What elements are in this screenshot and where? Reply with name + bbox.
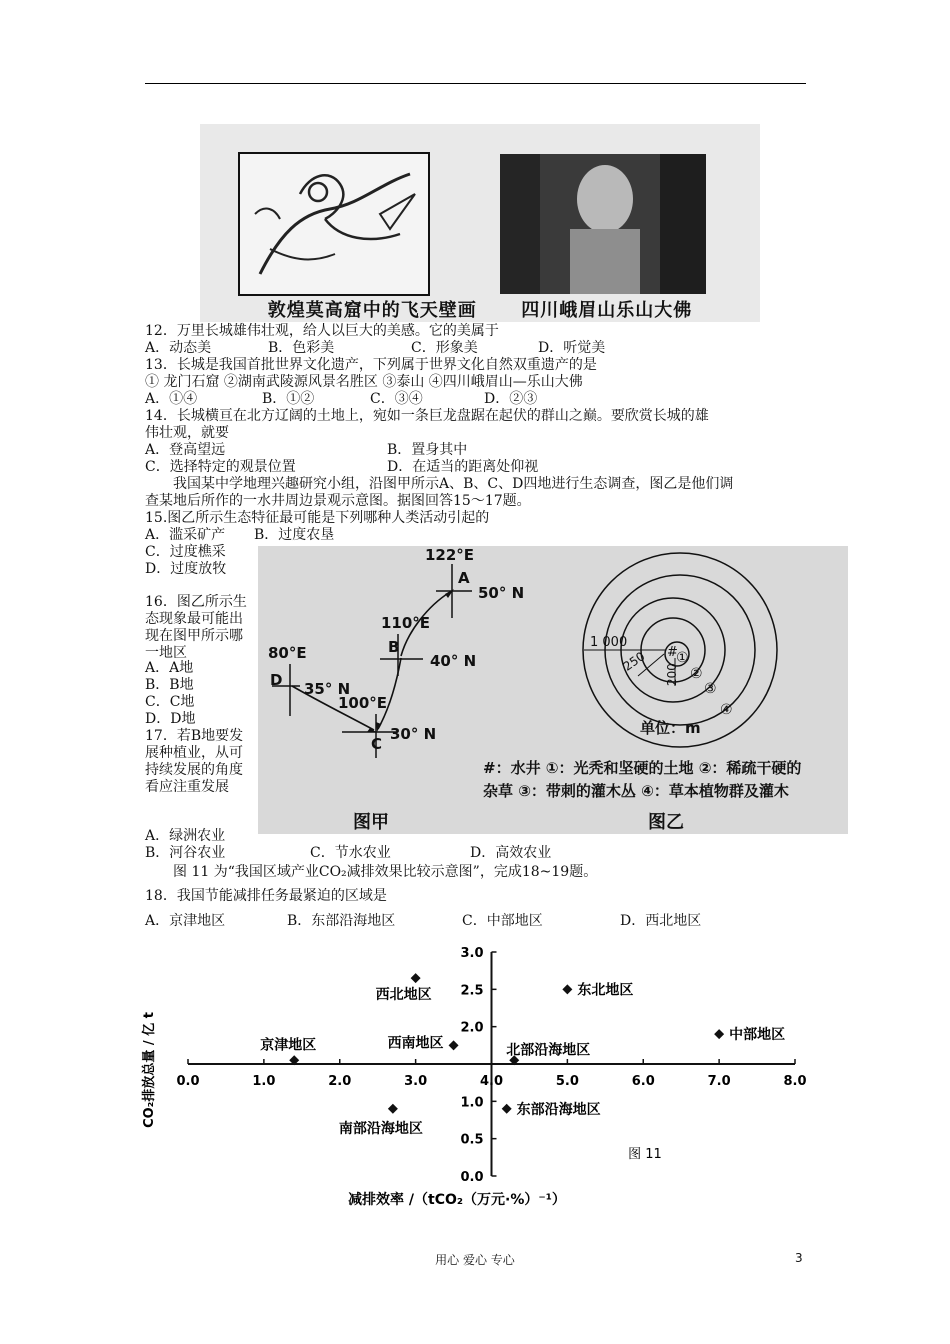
q12-stem: 12．万里长城雄伟壮观，给人以巨大的美感。它的美属于: [145, 323, 499, 339]
dist-250: 250: [620, 649, 648, 674]
leshan-buddha-image: [500, 154, 706, 294]
q15-option-a: A．滥采矿产: [145, 527, 226, 543]
data-point-label: 西南地区: [387, 1035, 444, 1052]
x-axis-title: 减排效率 /（tCO₂（万元·%）⁻¹）: [348, 1192, 566, 1208]
y-tick-label: 1.0: [460, 1095, 484, 1111]
dist-200: 200: [665, 663, 679, 686]
data-point-marker: [502, 1104, 512, 1114]
data-point-marker: [562, 984, 572, 994]
data-point-marker: [449, 1040, 459, 1050]
header-rule: [145, 83, 806, 84]
y-tick-label: 3.0: [460, 946, 484, 961]
zone-2-label: ②: [690, 666, 703, 682]
caption-feitian: 敦煌莫高窟中的飞天壁画: [267, 300, 477, 321]
map-figure-panel: [258, 546, 848, 834]
data-point-marker: [411, 973, 421, 983]
q12-option-d: D．听觉美: [538, 340, 606, 356]
x-tick-label: 8.0: [783, 1074, 807, 1089]
x-tick-label: 7.0: [707, 1074, 731, 1089]
y-tick-label: 0.0: [460, 1170, 484, 1185]
x-tick-label: 4.0: [479, 1074, 504, 1089]
q15-stem: 15.图乙所示生态特征最可能是下列哪种人类活动引起的: [145, 510, 490, 526]
label-100e: 100°E: [338, 694, 388, 712]
q14-stem-1: 14．长城横亘在北方辽阔的土地上，宛如一条巨龙盘踞在起伏的群山之巅。要欣赏长城的雄: [145, 408, 709, 424]
point-b-label: B: [388, 638, 400, 656]
q16-option-c: C．C地: [145, 694, 195, 710]
x-tick-label: 5.0: [555, 1074, 579, 1089]
zone-1-label: ①: [676, 650, 689, 666]
data-point-label: 东北地区: [577, 982, 634, 999]
intro-15-line-2: 查某地后所作的一水井周边景观示意图。据图回答15～17题。: [145, 493, 531, 509]
q13-stem: 13．长城是我国首批世界文化遗产，下列属于世界文化自然双重遗产的是: [145, 357, 597, 373]
q12-option-c: C．形象美: [411, 340, 478, 356]
y-tick-label: 0.5: [460, 1132, 484, 1148]
label-80e: 80°E: [268, 644, 307, 662]
q14-stem-2: 伟壮观，就要: [145, 425, 229, 441]
data-point-label: 西北地区: [375, 987, 432, 1004]
point-a-label: A: [458, 569, 470, 587]
q18-option-c: C．中部地区: [462, 913, 543, 929]
data-point-label: 京津地区: [260, 1037, 317, 1054]
q17-option-a: A．绿洲农业: [145, 828, 226, 844]
zone-4-label: ④: [720, 702, 733, 718]
x-tick-label: 3.0: [404, 1074, 428, 1089]
q15-option-b: B．过度农垦: [254, 527, 335, 543]
unit-label: 单位：m: [640, 719, 701, 737]
q17-option-d: D．高效农业: [470, 845, 552, 861]
map-yi: [483, 553, 801, 833]
culture-photos-figure: [200, 124, 760, 322]
q13-option-b: B．①②: [262, 391, 315, 407]
q15-option-d: D．过度放牧: [145, 561, 227, 577]
q16-stem: 16．图乙所示生态现象最可能出现在图甲所示哪一地区: [145, 594, 247, 661]
co2-scatter-chart: [142, 940, 825, 1224]
q13-option-c: C．③④: [370, 391, 423, 407]
data-point-label: 中部地区: [729, 1027, 786, 1044]
chart-title: 图 11: [628, 1147, 662, 1162]
data-point-label: 北部沿海地区: [506, 1042, 591, 1059]
data-point-label: 南部沿海地区: [338, 1120, 423, 1137]
label-35n: 35° N: [304, 680, 351, 698]
q18-option-a: A．京津地区: [145, 913, 226, 929]
x-tick-label: 6.0: [631, 1074, 655, 1089]
q14-option-d: D．在适当的距离处仰视: [387, 459, 539, 475]
map-yi-title: 图乙: [648, 812, 684, 833]
q17-option-b: B．河谷农业: [145, 845, 226, 861]
data-point-marker: [388, 1104, 398, 1114]
page-number: 3: [795, 1251, 803, 1265]
feitian-mural-image: [238, 152, 430, 296]
q17-option-c: C．节水农业: [310, 845, 391, 861]
q17-stem: 17．若B地要发展种植业，从可持续发展的角度看应注重发展: [145, 728, 244, 795]
q13-option-d: D．②③: [484, 391, 538, 407]
y-tick-label: 2.5: [460, 983, 484, 999]
point-d-label: D: [270, 671, 283, 689]
x-tick-label: 1.0: [252, 1074, 276, 1089]
x-tick-label: 2.0: [328, 1074, 352, 1089]
intro-18: 图 11 为“我国区域产业CO₂减排效果比较示意图”，完成18~19题。: [173, 864, 598, 880]
x-tick-label: 0.0: [176, 1074, 200, 1089]
data-point-marker: [714, 1029, 724, 1039]
q15-option-c: C．过度樵采: [145, 544, 226, 560]
label-30n: 30° N: [390, 725, 437, 743]
q18-stem: 18．我国节能减排任务最紧迫的区域是: [145, 888, 387, 904]
q12-option-b: B．色彩美: [268, 340, 335, 356]
point-c-label: C: [371, 735, 383, 753]
y-tick-label: 2.0: [460, 1020, 484, 1036]
label-122e: 122°E: [425, 546, 475, 564]
q16-option-d: D．D地: [145, 711, 196, 727]
q14-option-c: C．选择特定的观景位置: [145, 459, 296, 475]
label-40n: 40° N: [430, 652, 477, 670]
q14-option-a: A．登高望远: [145, 442, 226, 458]
q14-option-b: B．置身其中: [387, 442, 468, 458]
q18-option-d: D．西北地区: [620, 913, 702, 929]
q13-option-a: A．①④: [145, 391, 198, 407]
well-symbol: #: [667, 645, 678, 660]
q12-option-a: A．动态美: [145, 340, 212, 356]
q16-option-a: A．A地: [145, 660, 194, 676]
legend-line-1: #：水井 ①：光秃和坚硬的土地 ②：稀疏干硬的: [483, 759, 802, 777]
q16-option-b: B．B地: [145, 677, 194, 693]
page-footer: 用心 爱心 专心: [435, 1253, 515, 1267]
label-110e: 110°E: [381, 614, 431, 632]
y-axis-title: CO₂排放总量 / 亿 t: [142, 1012, 157, 1128]
q13-items: ① 龙门石窟 ②湖南武陵源风景名胜区 ③泰山 ④四川峨眉山—乐山大佛: [145, 374, 583, 390]
zone-3-label: ③: [704, 681, 717, 697]
dist-1000: 1 000: [590, 635, 628, 650]
map-jia-title: 图甲: [353, 812, 389, 833]
caption-buddha: 四川峨眉山乐山大佛: [521, 300, 693, 321]
q18-option-b: B．东部沿海地区: [287, 913, 396, 929]
legend-line-2: 杂草 ③：带刺的灌木丛 ④：草本植物群及灌木: [483, 782, 789, 800]
intro-15-line-1: 我国某中学地理兴趣研究小组，沿图甲所示A、B、C、D四地进行生态调查，图乙是他们调: [173, 476, 734, 492]
data-point-label: 东部沿海地区: [516, 1101, 601, 1118]
label-50n: 50° N: [478, 584, 525, 602]
